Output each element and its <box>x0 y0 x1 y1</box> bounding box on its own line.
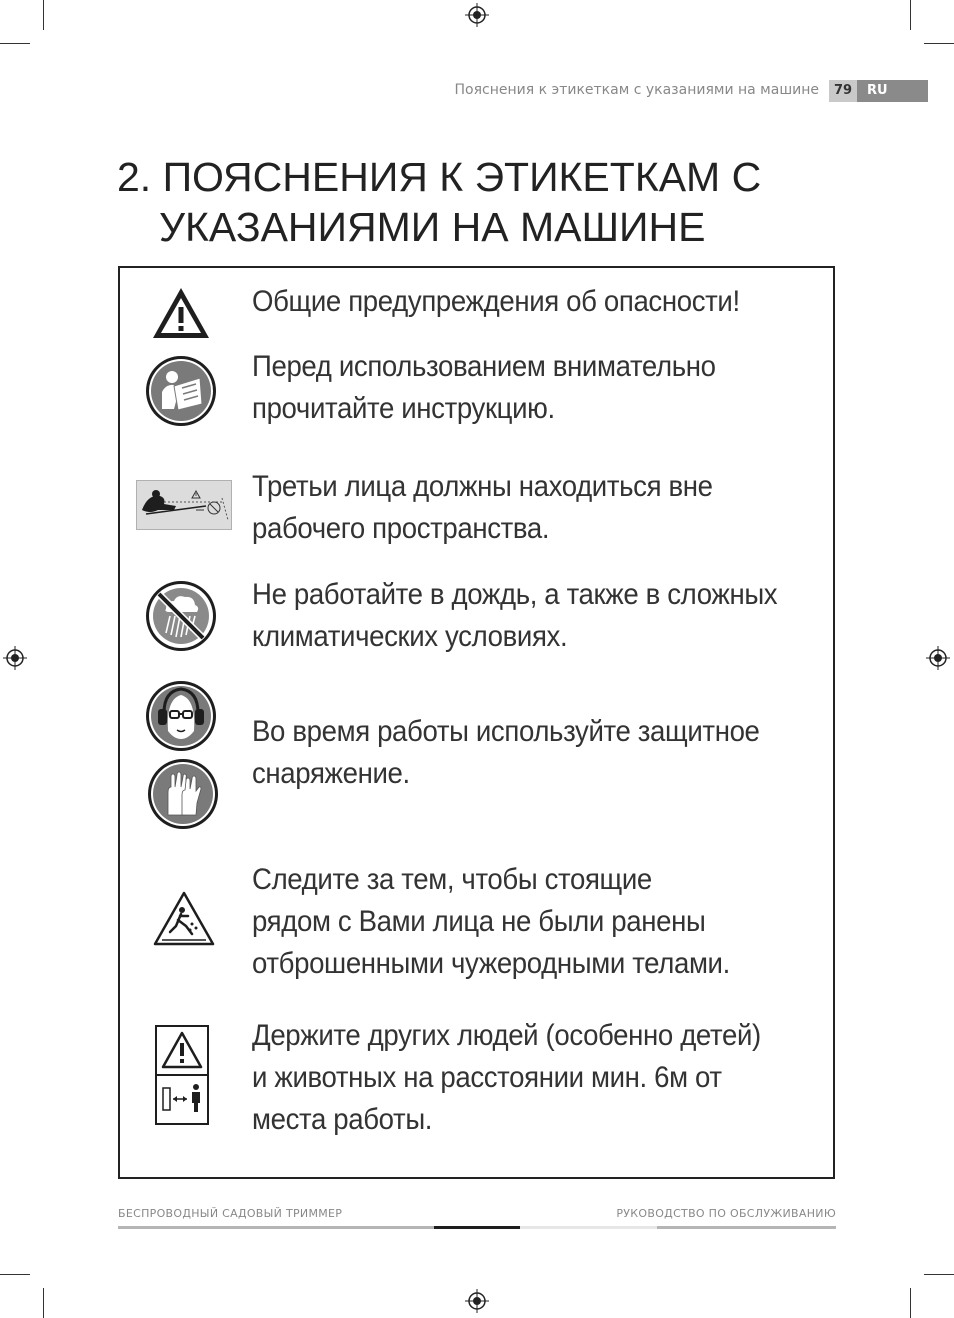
no-rain-icon <box>144 579 218 653</box>
crop-mark <box>910 0 911 30</box>
registration-mark-icon <box>926 646 950 670</box>
footer-rule-accent <box>434 1226 520 1229</box>
keep-distance-icon <box>155 1025 209 1125</box>
read-manual-icon <box>144 354 218 428</box>
label-text-read-manual: Перед использованием внимательно прочитайте инструкцию. <box>252 350 716 425</box>
registration-mark-icon <box>465 3 489 27</box>
registration-mark-icon <box>465 1289 489 1313</box>
registration-mark-icon <box>3 646 27 670</box>
warning-triangle-icon <box>150 285 212 341</box>
page-number: 79 <box>829 80 857 102</box>
ear-eye-protection-icon <box>144 679 218 753</box>
thrown-objects-icon <box>152 890 216 948</box>
crop-mark <box>0 43 30 44</box>
footer-rule <box>657 1226 836 1229</box>
page-title-line-1: 2. ПОЯСНЕНИЯ К ЭТИКЕТКАМ С <box>117 154 762 200</box>
bystander-distance-icon <box>136 480 232 530</box>
crop-mark <box>43 0 44 30</box>
crop-mark <box>0 1274 30 1275</box>
footer-product-name: БЕСПРОВОДНЫЙ САДОВЫЙ ТРИММЕР <box>118 1207 343 1220</box>
crop-mark <box>43 1288 44 1318</box>
gloves-icon <box>146 757 220 831</box>
crop-mark <box>924 43 954 44</box>
label-text-no-rain: Не работайте в дождь, а также в сложных климатических условиях. <box>252 578 778 653</box>
label-text-thrown-objects: Следите за тем, чтобы стоящие рядом с Вами лица не были ранены отброшенными чужеродными телами. <box>252 863 730 980</box>
page-title-line-2: УКАЗАНИЯМИ НА МАШИНЕ <box>159 204 706 250</box>
running-header: Пояснения к этикеткам с указаниями на машине <box>454 82 819 98</box>
label-text-bystanders: Третьи лица должны находиться вне рабочего пространства. <box>252 470 713 545</box>
footer-document-type: РУКОВОДСТВО ПО ОБСЛУЖИВАНИЮ <box>616 1207 836 1220</box>
footer-rule <box>520 1226 657 1229</box>
page-title <box>117 152 761 252</box>
crop-mark <box>924 1274 954 1275</box>
language-badge: RU <box>857 80 928 102</box>
label-text-protective-gear: Во время работы используйте защитное снаряжение. <box>252 715 760 790</box>
label-text-general-warning: Общие предупреждения об опасности! <box>252 285 740 318</box>
label-text-keep-distance: Держите других людей (особенно детей) и животных на расстоянии мин. 6м от места работы. <box>252 1019 761 1136</box>
footer-rule <box>118 1226 434 1229</box>
crop-mark <box>910 1288 911 1318</box>
